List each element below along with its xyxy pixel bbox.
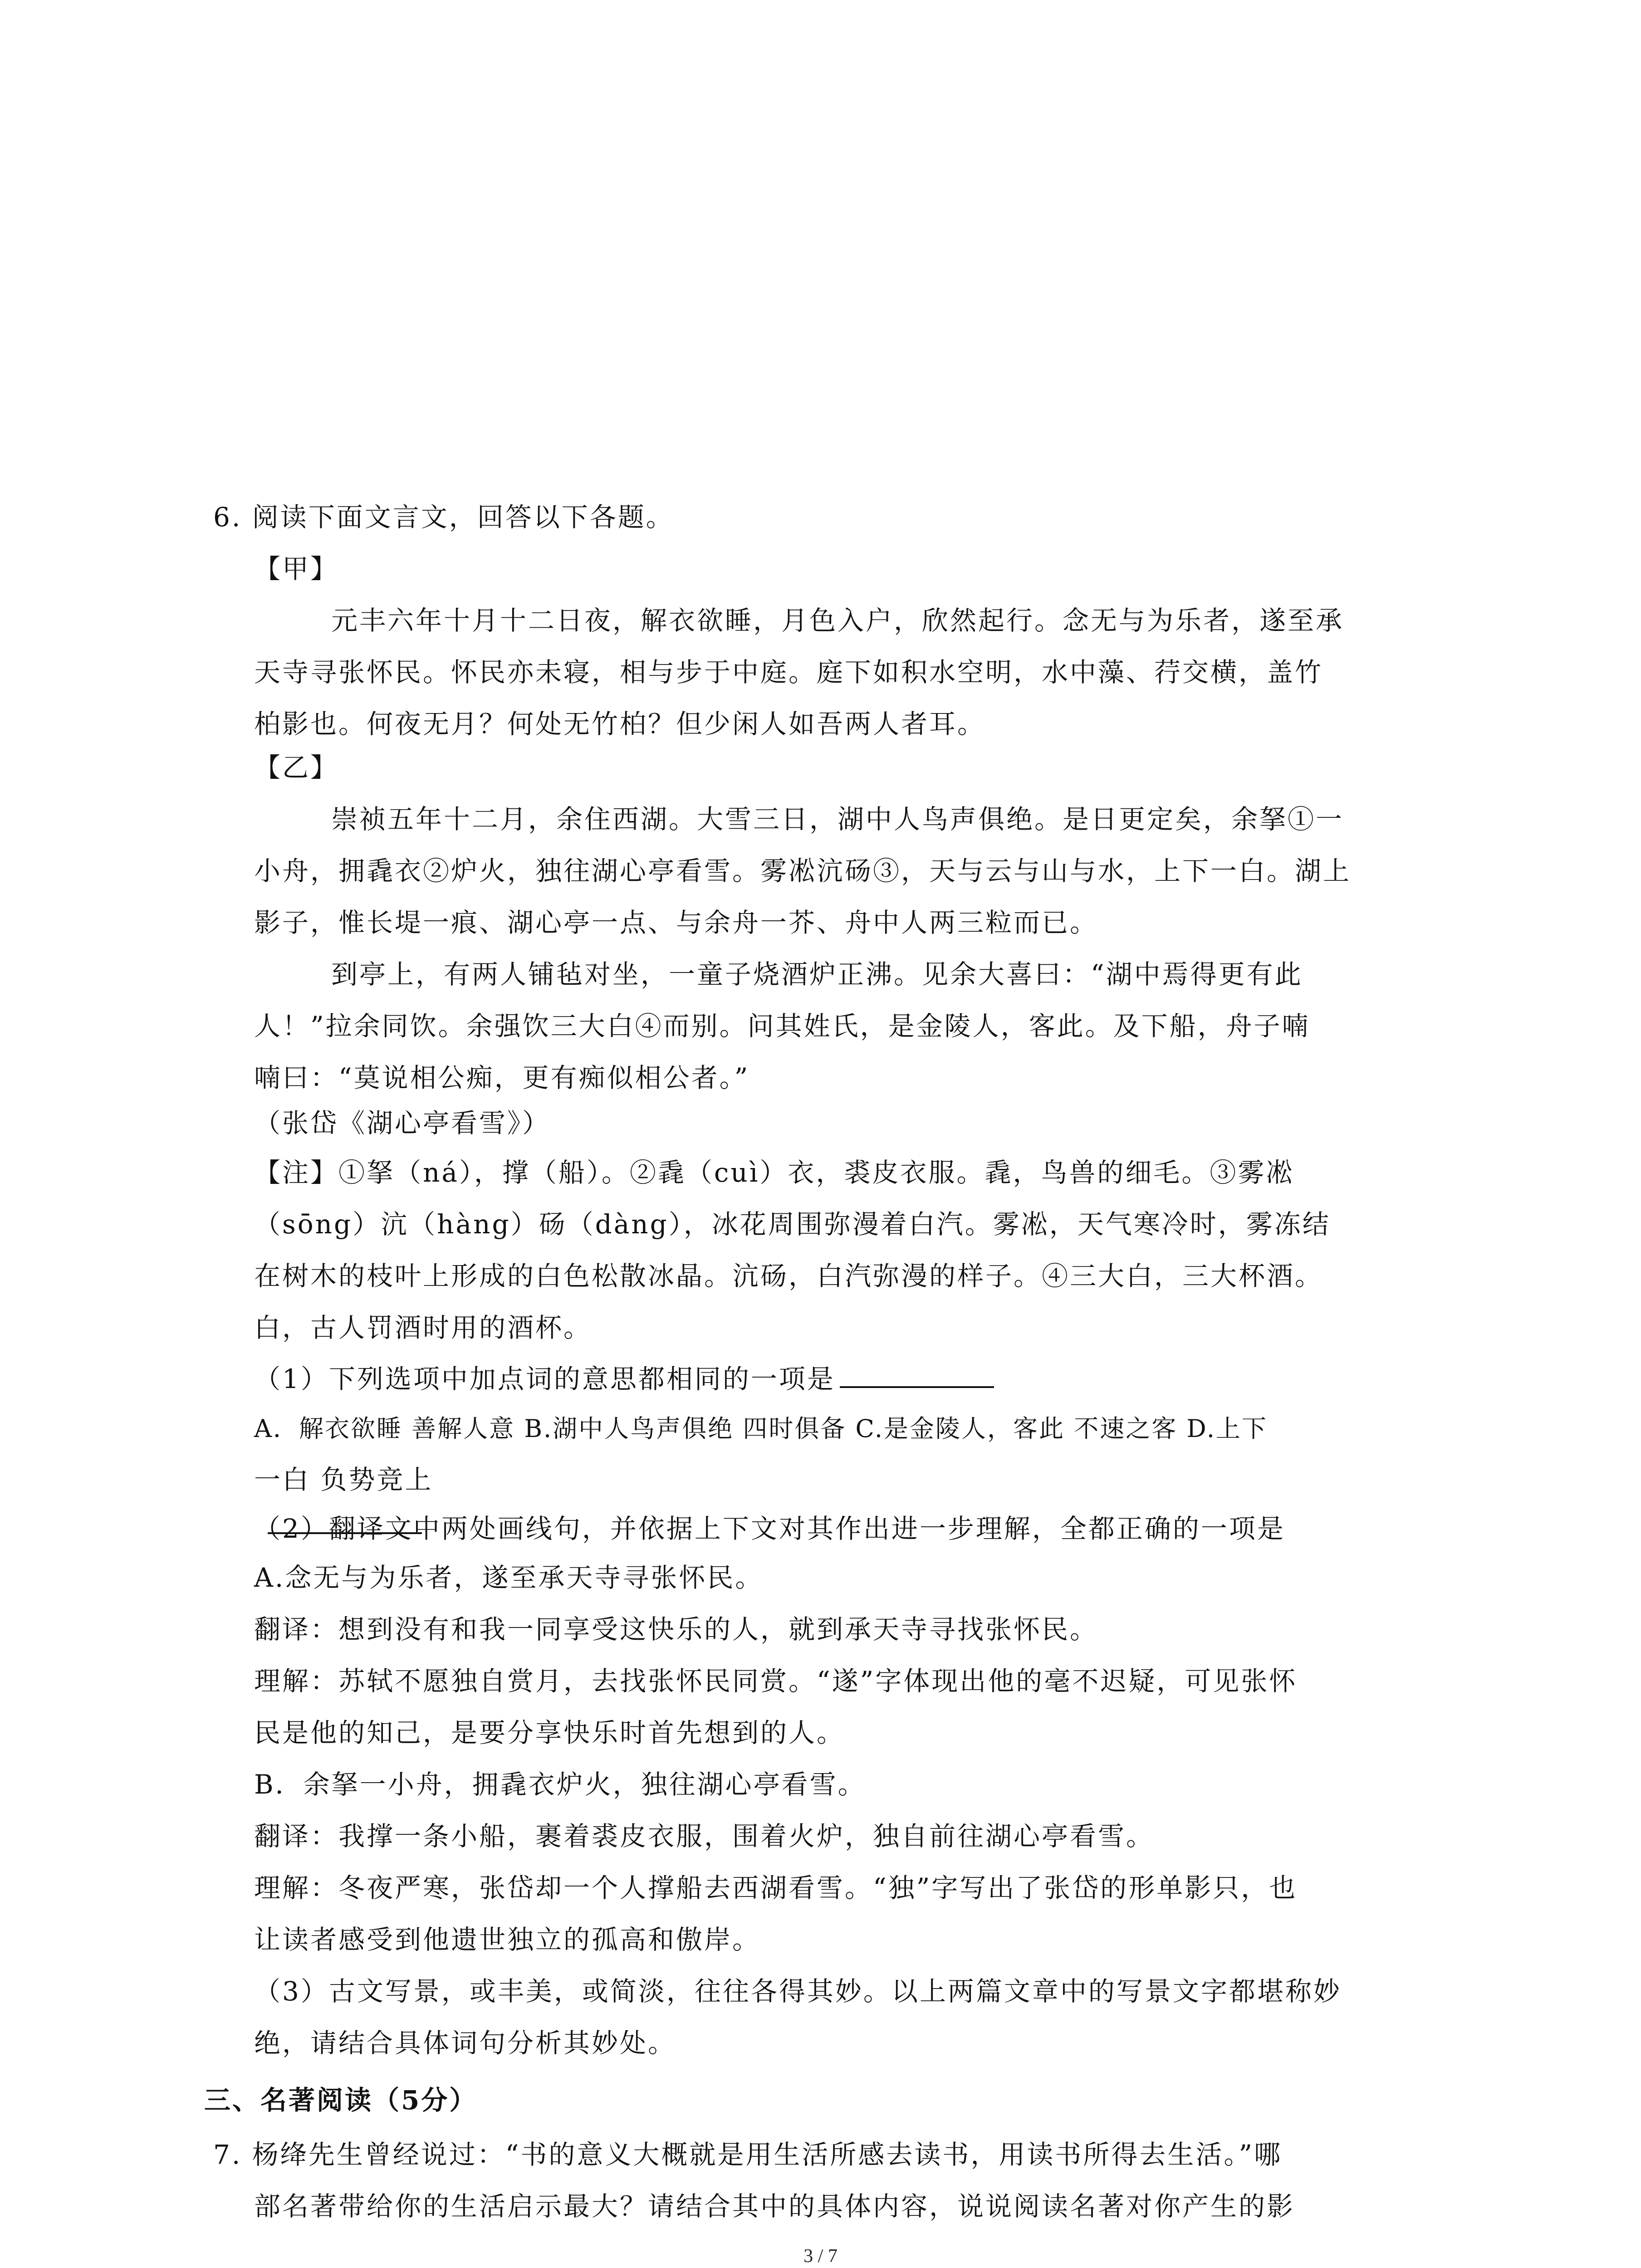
sub2-b-understanding-2: 让读者感受到他遗世独立的孤高和傲岸。 — [254, 1924, 761, 1955]
sub3-line-2: 绝，请结合具体词句分析其妙处。 — [254, 2028, 676, 2058]
sub1-options-line-2: 一白 负势竞上 — [254, 1464, 433, 1495]
sub1-answer-blank[interactable] — [840, 1361, 994, 1388]
yi-line-5: 人！”拉余同饮。余强饮三大白④而别。问其姓氏，是金陵人，客此。及下船，舟子喃 — [254, 1011, 1310, 1041]
sub2-option-a: A.念无与为乐者，遂至承天寺寻张怀民。 — [254, 1562, 764, 1593]
q6-stem: 6. 阅读下面文言文，回答以下各题。 — [213, 502, 674, 533]
sub2-a-understanding-2: 民是他的知己，是要分享快乐时首先想到的人。 — [254, 1717, 845, 1748]
page-number: 3 / 7 — [803, 2246, 838, 2267]
sub2-b-translation: 翻译：我撑一条小船，裹着裘皮衣服，围着火炉，独自前往湖心亭看雪。 — [254, 1821, 1155, 1852]
notes-line-4: 白，古人罚酒时用的酒杯。 — [254, 1312, 592, 1343]
sub2-b-understanding-1: 理解：冬夜严寒，张岱却一个人撑船去西湖看雪。“独”字写出了张岱的形单影只，也 — [254, 1872, 1298, 1903]
jia-line-1: 元丰六年十月十二日夜，解衣欲睡，月色入户，欣然起行。念无与为乐者，遂至承 — [331, 605, 1344, 636]
sub2-a-translation: 翻译：想到没有和我一同享受这快乐的人，就到承天寺寻找张怀民。 — [254, 1614, 1098, 1645]
sub2-answer-blank[interactable] — [268, 1532, 422, 1534]
notes-line-3: 在树木的枝叶上形成的白色松散冰晶。沆砀，白汽弥漫的样子。④三大白，三大杯酒。 — [254, 1261, 1323, 1291]
notes-line-1: 【注】①拏（ná），撑（船）。②毳（cuì）衣，裘皮衣服。毳，鸟兽的细毛。③雾凇 — [254, 1157, 1294, 1188]
section-3-title: 三、名著阅读（5分） — [204, 2085, 478, 2116]
jia-line-3: 柏影也。何夜无月？何处无竹柏？但少闲人如吾两人者耳。 — [254, 709, 986, 739]
yi-marker: 【乙】 — [254, 752, 339, 783]
sub1-stem-row — [254, 1361, 994, 1397]
yi-line-1: 崇祯五年十二月，余住西湖。大雪三日，湖中人鸟声俱绝。是日更定矣，余拏①一 — [331, 804, 1344, 835]
sub1-options-line-1: A．解衣欲睡 善解人意 B.湖中人鸟声俱绝 四时俱备 C.是金陵人，客此 不速之客 D.上下 — [254, 1414, 1268, 1443]
yi-line-4: 到亭上，有两人铺毡对坐，一童子烧酒炉正沸。见余大喜曰：“湖中焉得更有此 — [331, 959, 1303, 990]
jia-marker: 【甲】 — [254, 553, 339, 584]
yi-line-6: 喃曰：“莫说相公痴，更有痴似相公者。” — [254, 1062, 750, 1093]
yi-line-2: 小舟，拥毳衣②炉火，独往湖心亭看雪。雾凇沆砀③，天与云与山与水，上下一白。湖上 — [254, 855, 1352, 886]
sub2-option-b: B．余拏一小舟，拥毳衣炉火，独往湖心亭看雪。 — [254, 1769, 866, 1800]
q7-line-1: 7. 杨绛先生曾经说过：“书的意义大概就是用生活所感去读书，用读书所得去生活。”哪 — [213, 2139, 1283, 2170]
q7-line-2: 部名著带给你的生活启示最大？请结合其中的具体内容，说说阅读名著对你产生的影 — [254, 2191, 1295, 2222]
yi-line-3: 影子，惟长堤一痕、湖心亭一点、与余舟一芥、舟中人两三粒而已。 — [254, 907, 1098, 938]
sub3-line-1: （3）古文写景，或丰美，或简淡，往往各得其妙。以上两篇文章中的写景文字都堪称妙 — [254, 1976, 1342, 2007]
notes-line-2: （sōng）沆（hàng）砀（dàng），冰花周围弥漫着白汽。雾凇，天气寒冷时，雾冻结 — [254, 1209, 1331, 1240]
jia-line-2: 天寺寻张怀民。怀民亦未寝，相与步于中庭。庭下如积水空明，水中藻、荇交横，盖竹 — [254, 657, 1323, 688]
sub2-stem: （2）翻译文中两处画线句，并依据上下文对其作出进一步理解，全都正确的一项是 — [254, 1513, 1285, 1544]
sub2-a-understanding-1: 理解：苏轼不愿独自赏月，去找张怀民同赏。“遂”字体现出他的毫不迟疑，可见张怀 — [254, 1666, 1298, 1696]
sub1-stem: （1）下列选项中加点词的意思都相同的一项是 — [254, 1364, 835, 1394]
yi-source: （张岱《湖心亭看雪》） — [254, 1108, 551, 1139]
